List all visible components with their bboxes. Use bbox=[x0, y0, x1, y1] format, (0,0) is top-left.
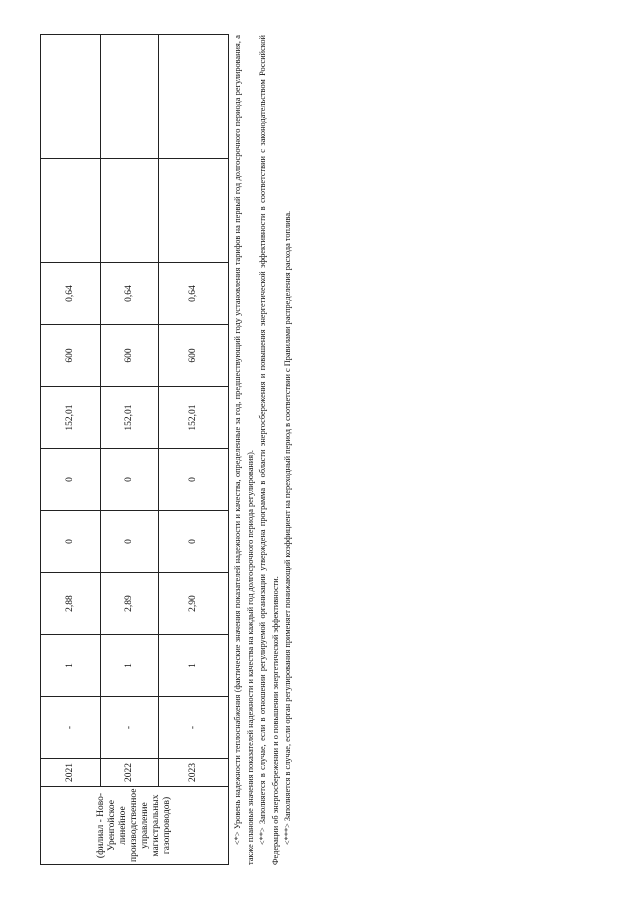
value-cell: 2,88 bbox=[41, 573, 101, 635]
value-cell bbox=[41, 159, 101, 263]
value-cell: - bbox=[41, 697, 101, 759]
footnote-reduction-coefficient: <***> Заполняется в случае, если орган регулирования применяет понижающий коэффициент на переходный период в соответствии с Правилами распределения расхода топлива. bbox=[283, 210, 293, 845]
value-cell: 152,01 bbox=[41, 387, 101, 449]
value-cell: 0 bbox=[101, 449, 159, 511]
value-cell: 600 bbox=[159, 325, 229, 387]
value-cell: 0,64 bbox=[101, 263, 159, 325]
value-cell: 0 bbox=[159, 511, 229, 573]
footnotes bbox=[232, 35, 295, 865]
footnote-energy-saving: <**> Заполняется в случае, если в отношении регулируемой организации утверждена программа в области энергосбережения и повышения энергетической эффективности в соответствии с законодательством Российской Федерации об энергосбережении и о повышении энергетической эффективности. bbox=[258, 35, 280, 865]
footnote-reliability: <*> Уровень надежности теплоснабжения (фактические значения показателей надежности и качества, определенные за год, предшествующий году установления тарифов на первый год долгосрочного периода регулирования, а также плановые значения показателей надежности и качества на каждый год долгосрочного периода регулирования). bbox=[233, 35, 255, 865]
year-cell: 2023 bbox=[159, 759, 229, 787]
year-cell: 2022 bbox=[101, 759, 159, 787]
value-cell: 2,90 bbox=[159, 573, 229, 635]
value-cell: 0 bbox=[41, 511, 101, 573]
value-cell bbox=[101, 159, 159, 263]
value-cell: 600 bbox=[101, 325, 159, 387]
value-cell: 152,01 bbox=[101, 387, 159, 449]
rotated-page bbox=[40, 35, 340, 865]
table-row bbox=[41, 35, 101, 865]
value-cell: 2,89 bbox=[101, 573, 159, 635]
tariff-table bbox=[40, 34, 229, 865]
value-cell: 0 bbox=[41, 449, 101, 511]
value-cell: 0 bbox=[101, 511, 159, 573]
value-cell: 1 bbox=[101, 635, 159, 697]
branch-name-cell: (филиал - Ново-Уренгойское линейное производственное управление магистральных газопроводов) bbox=[41, 787, 229, 865]
value-cell: 152,01 bbox=[159, 387, 229, 449]
value-cell: - bbox=[159, 697, 229, 759]
table-row bbox=[159, 35, 229, 865]
value-cell bbox=[101, 35, 159, 159]
value-cell bbox=[159, 159, 229, 263]
value-cell bbox=[41, 35, 101, 159]
value-cell: 1 bbox=[41, 635, 101, 697]
table-row bbox=[101, 35, 159, 865]
year-cell: 2021 bbox=[41, 759, 101, 787]
value-cell bbox=[159, 35, 229, 159]
value-cell: 600 bbox=[41, 325, 101, 387]
value-cell: 0,64 bbox=[159, 263, 229, 325]
value-cell: 0,64 bbox=[41, 263, 101, 325]
value-cell: 0 bbox=[159, 449, 229, 511]
value-cell: 1 bbox=[159, 635, 229, 697]
value-cell: - bbox=[101, 697, 159, 759]
